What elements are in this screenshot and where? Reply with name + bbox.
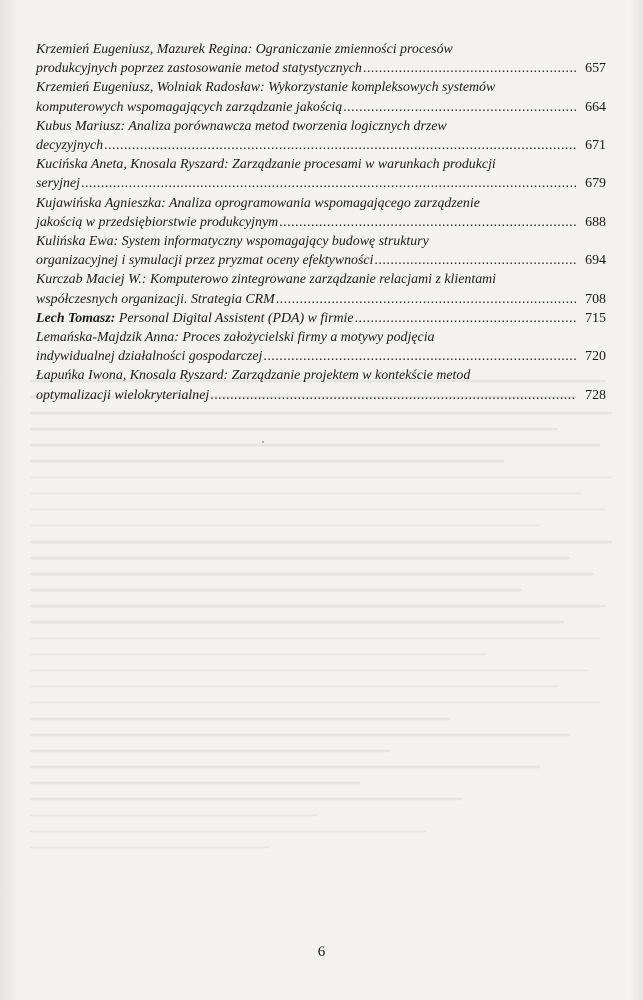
- toc-entry-title: Personal Digital Assistent (PDA) w firmie: [115, 310, 354, 326]
- toc-entry-line: [36, 136, 606, 155]
- leader-dots: [104, 136, 576, 155]
- toc-entry-author: Kulińska Ewa:: [36, 234, 119, 250]
- toc-entry-author: Krzemień Eugeniusz, Wolniak Radosław:: [36, 80, 265, 96]
- toc-entry-page: 720: [585, 349, 606, 365]
- toc-entry-line: [36, 155, 606, 174]
- paper-speck: [262, 441, 264, 443]
- leader-dots: [355, 309, 576, 328]
- toc-entry-author: Lech Tomasz:: [36, 310, 116, 326]
- toc-entry-page: 715: [585, 310, 606, 326]
- toc-entry-title-cont: optymalizacji wielokryterialnej: [36, 387, 210, 403]
- toc-entry-line: [36, 40, 606, 59]
- bleed-through-texture: [30, 380, 630, 900]
- toc-entry-line: [36, 59, 606, 78]
- toc-entry-line: [36, 328, 606, 347]
- toc-entry-author: Kujawińska Agnieszka:: [36, 195, 166, 211]
- toc-entry-line: [36, 194, 606, 213]
- toc-entry-author: Kubus Mariusz:: [36, 118, 126, 134]
- toc-entry-title-cont: seryjnej: [36, 176, 80, 192]
- toc-entry: [36, 366, 606, 404]
- toc-entry-title: Wykorzystanie kompleksowych systemów: [264, 80, 496, 96]
- toc-entry: [36, 117, 606, 155]
- toc-entry-title-cont: komputerowych wspomagających zarządzanie jakością: [36, 99, 343, 115]
- toc-entry-page: 679: [585, 176, 606, 192]
- toc-entry: [36, 78, 606, 116]
- toc-entry-title: System informatyczny wspomagający budowę struktury: [118, 234, 429, 250]
- toc-entry-title-cont: decyzyjnych: [36, 138, 104, 154]
- toc-entry-author: Łapuńka Iwona, Knosala Ryszard:: [36, 368, 229, 384]
- toc-entry-line: [36, 174, 606, 193]
- toc-entry: [36, 194, 606, 232]
- toc-entry-line: [36, 78, 606, 97]
- toc-entry-author: Kurczab Maciej W.:: [36, 272, 147, 288]
- toc-entry-title-cont: indywidualnej działalności gospodarczej: [36, 349, 263, 365]
- leader-dots: [81, 174, 576, 193]
- leader-dots: [279, 213, 576, 232]
- toc-entry-page: 694: [585, 253, 606, 269]
- toc-entry-line: [36, 347, 606, 366]
- toc-entry-line: [36, 98, 606, 117]
- toc-entry-author: Kucińska Aneta, Knosala Ryszard:: [36, 157, 229, 173]
- toc-entry-title-cont: organizacyjnej i symulacji przez pryzmat oceny efektywności: [36, 253, 374, 269]
- toc-entry-line: [36, 309, 606, 328]
- toc-entry-title: Ograniczanie zmienności procesów: [252, 42, 453, 57]
- toc-entry-title-cont: współczesnych organizacji. Strategia CRM: [36, 291, 275, 307]
- toc-entry-line: [36, 251, 606, 270]
- toc-entry: [36, 270, 606, 308]
- toc-entry-page: 664: [585, 99, 606, 115]
- toc-entry-title: Komputerowo zintegrowane zarządzanie relacjami z klientami: [146, 272, 497, 288]
- toc-entry-title-cont: jakością w przedsiębiorstwie produkcyjnym: [36, 214, 279, 230]
- leader-dots: [210, 386, 576, 405]
- table-of-contents: [36, 40, 606, 405]
- toc-entry-title: Zarządzanie procesami w warunkach produkcji: [228, 157, 496, 173]
- leader-dots: [276, 290, 576, 309]
- toc-entry-line: [36, 386, 606, 405]
- toc-entry-line: [36, 270, 606, 289]
- leader-dots: [343, 98, 576, 117]
- toc-entry: [36, 328, 606, 366]
- toc-entry-title: Proces założycielski firmy a motywy podjęcia: [178, 330, 435, 346]
- toc-entry-title: Analiza porównawcza metod tworzenia logicznych drzew: [125, 118, 447, 134]
- toc-entry: [36, 309, 606, 328]
- toc-entry-title: Analiza oprogramowania wspomagającego zarządzenie: [165, 195, 480, 211]
- toc-entry-line: [36, 213, 606, 232]
- toc-entry: [36, 232, 606, 270]
- toc-entry-page: 688: [585, 214, 606, 230]
- toc-entry-line: [36, 290, 606, 309]
- toc-entry-line: [36, 117, 606, 136]
- toc-entry-author: Lemańska-Majdzik Anna:: [36, 330, 179, 346]
- toc-entry-page: 671: [585, 138, 606, 154]
- toc-entry-line: [36, 232, 606, 251]
- page-number: 6: [317, 944, 326, 960]
- toc-entry-title: Zarządzanie projektem w kontekście metod: [228, 368, 471, 384]
- toc-entry: [36, 155, 606, 193]
- toc-entry-title-cont: produkcyjnych poprzez zastosowanie metod statystycznych: [36, 61, 362, 77]
- leader-dots: [263, 347, 576, 366]
- toc-entry: [36, 40, 606, 78]
- leader-dots: [374, 251, 576, 270]
- toc-entry-page: 708: [585, 291, 606, 307]
- toc-entry-page: 728: [585, 387, 606, 403]
- toc-entry-line: [36, 366, 606, 385]
- toc-entry-page: 657: [585, 61, 606, 77]
- leader-dots: [363, 59, 576, 78]
- toc-entry-author: Krzemień Eugeniusz, Mazurek Regina:: [36, 42, 253, 57]
